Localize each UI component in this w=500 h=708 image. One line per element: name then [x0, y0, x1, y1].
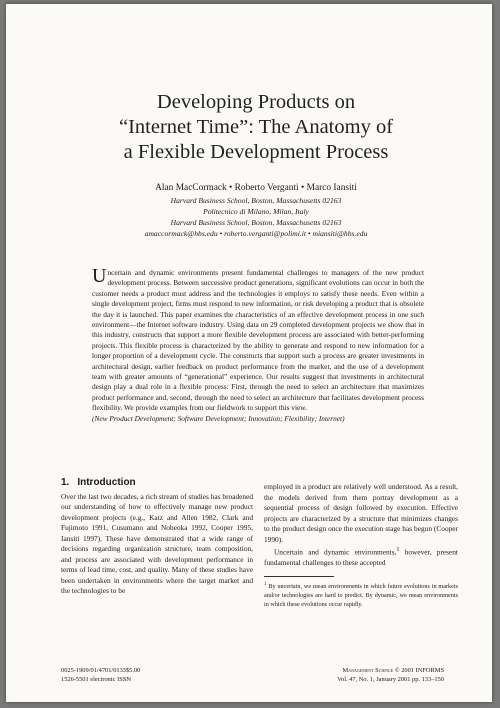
keywords: ( New Product Development; Software Development; Innovation; Flexibility; Internet ) — [92, 414, 424, 424]
left-column — [61, 478, 253, 597]
affiliation-2: Politecnico di Milano, Milan, Italy — [203, 207, 309, 216]
right-paragraph-2 — [264, 545, 458, 568]
author-list: Alan MacCormack • Roberto Verganti • Marco Iansiti — [155, 183, 357, 193]
intro-paragraph: Over the last two decades, a rich stream of studies has broadened our understanding of how to effectively manage new product development projects (e.g., Katz and Allen 1982, Clark and Fujimoto 1991, Cusumano and Nobeoka 1992, Cooper 1995, Iansiti 1997). These have demonstrated that a wide range of decisions regarding organization structure, team composition, and process are associated with development performance in terms of lead time, cost, and quality. Many of these studies have been undertaken in environments where the target market and the technologies to be — [61, 491, 253, 595]
journal-name: Management Science — [342, 667, 394, 674]
abstract-dropcap: U — [92, 265, 107, 287]
copyright: © 2001 INFORMS — [393, 667, 444, 674]
para2-end: however, present fundamental challenges to these accepted — [264, 547, 458, 567]
footer-left-line-1: 0025-1909/01/4701/0133$5.00 — [61, 667, 141, 674]
footnote-number: 1 — [264, 582, 267, 588]
paper-title — [46, 90, 466, 165]
footnote-rule — [264, 576, 334, 577]
abstract-text: ncertain and dynamic environments present fundamental challenges to managers of the new product development process. Between successive product generations, significant evolutions can occur in both the customer needs a product must address and the technologies it employs to satisfy these needs. Even within a single development project, firms must respond to new information, or risk developing a product that is obsolete the day it is launched. This paper examines the characteristics of an effective development process in one such environment—the Internet software industry. Using data on 29 completed development projects we show that in this industry, constructs that support a more flexible development process are associated with better-performing projects. This flexible process is characterized by the ability to generate and respond to new information for a longer proportion of a development cycle. The constructs that support such a process are greater investments in architectural design, earlier feedback on product performance from the market, and the use of a development team with greater amounts of “generational” experience. Our results suggest that investments in architectural design play a dual role in a flexible process: First, through the need to select an architecture that maximizes product performance and, second, through the need to select an architecture that facilitates development process flexibility. We provide examples from our fieldwork to support this view. — [92, 268, 424, 413]
footer-journal — [337, 667, 444, 685]
para2-start: Uncertain and dynamic environments, — [274, 547, 397, 557]
title-line-1: Developing Products on — [156, 91, 356, 113]
section-number: 1. — [61, 477, 70, 488]
footer-right-line-2: Vol. 47, No. 1, January 2001 pp. 133–150 — [337, 675, 444, 683]
footnote-text: By uncertain, we mean environments in which future evolutions in markets and/or technologies are hard to predict. By dynamic, we mean environments in which these evolutions occur rapidly. — [264, 583, 458, 608]
affiliation-1: Harvard Business School, Boston, Massachusetts 02163 — [170, 196, 342, 205]
footer-right-line-1 — [337, 667, 444, 676]
footnote-ref: 1 — [396, 547, 400, 553]
title-line-2: “Internet Time”: The Anatomy of — [118, 116, 394, 138]
author-emails: amaccormack@hbs.edu • roberto.verganti@polimi.it • miansiti@hbs.edu — [144, 229, 368, 238]
paper-page — [6, 4, 492, 702]
section-heading — [61, 478, 253, 489]
title-line-3: a Flexible Development Process — [123, 141, 389, 163]
footnote — [264, 581, 458, 609]
right-column — [264, 482, 458, 609]
right-paragraph-1: employed in a product are relatively well understood. As a result, the models derived from them portray development as a sequential process of design followed by execution. Effective projects are characterized by a structure that minimizes changes to the product design once the execution stage has begun (Cooper 1990). — [264, 482, 458, 544]
affiliation-3: Harvard Business School, Boston, Massachusetts 02163 — [170, 218, 342, 227]
abstract — [92, 265, 424, 424]
section-title: Introduction — [77, 477, 136, 488]
footer-issn — [61, 667, 140, 685]
footer-left-line-2: 1526-5501 electronic ISSN — [61, 675, 131, 683]
